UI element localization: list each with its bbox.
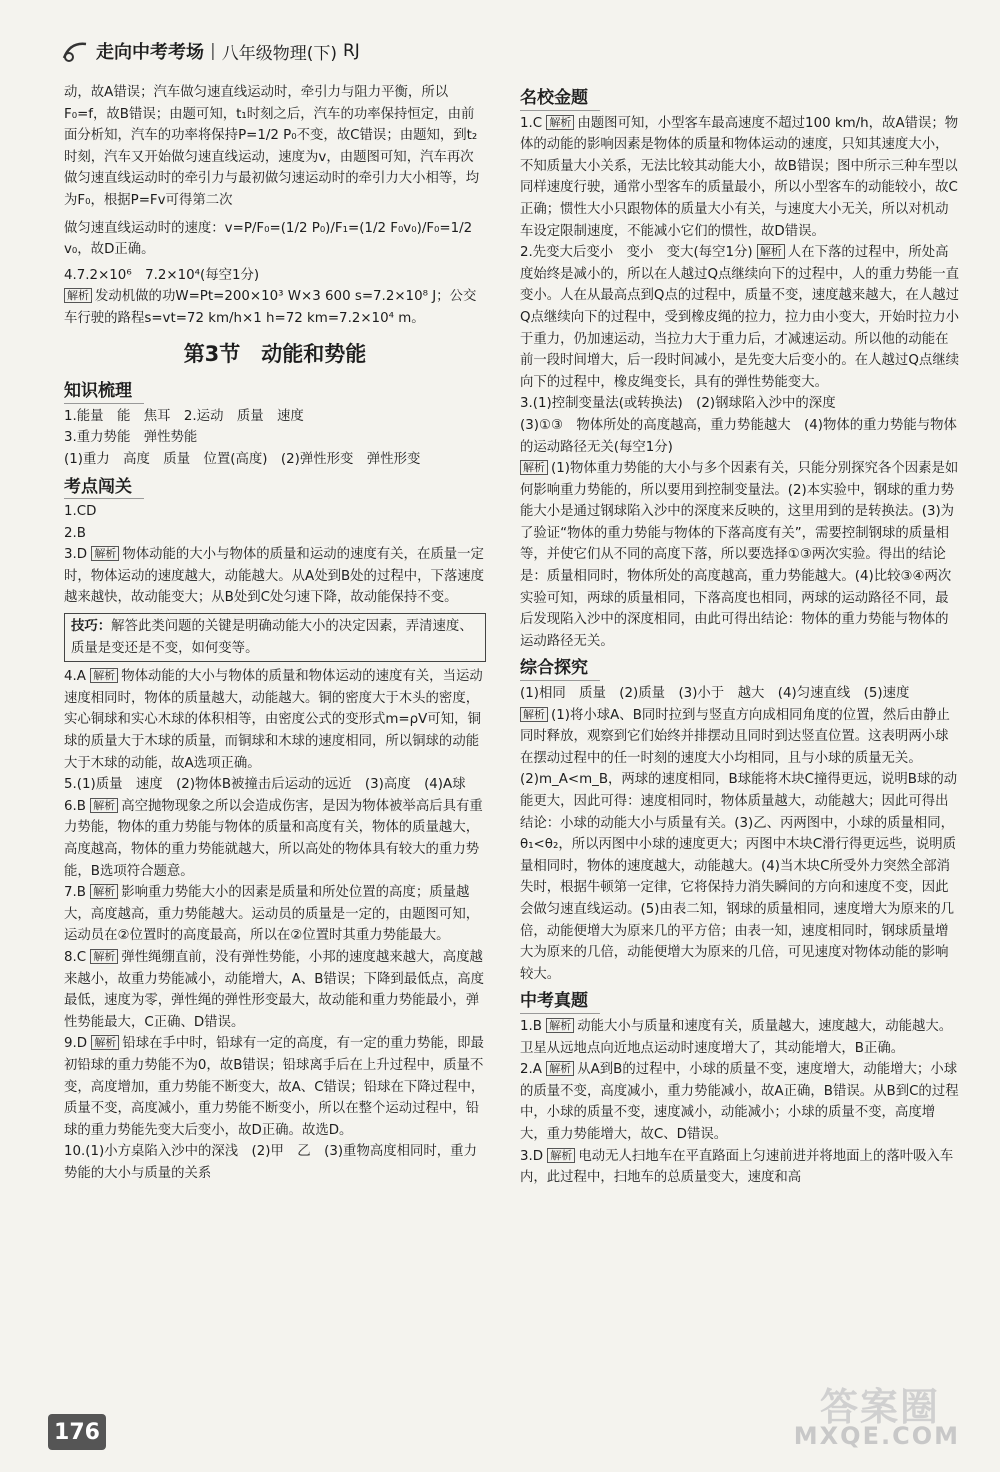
analysis-tag: 解析	[546, 1061, 574, 1076]
answer-m2: 2.先变大后变小 变小 变大(每空1分) 解析 人在下落的过程中，所处高度始终是减小的，所以在人越过Q点继续向下的过程中，人的重力势能一直变小。人在从最高点到Q点的过程中，质量不变，速度越来越大，在人越过Q点继续向下的过程中，受到橡皮绳的拉力，拉力由小变大，开始时拉力小于重力，仍加速运动，当拉力大于重力后，才减速运动。所以他的动能在前一段时间增大，后一段时间减小，是先变大后变小的。在人越过Q点继续向下的过程中，橡皮绳变长，具有的弹性势能变大。	[520, 245, 960, 390]
answer-k8: 8.C 解析 弹性绳绷直前，没有弹性势能，小邦的速度越来越大，高度越来越小，故重力势能减小，动能增大，A、B错误；下降到最低点，高度最低，速度为零，弹性绳的弹性形变最大，故动能和重力势能最小，弹性势能最大，C正确、D错误。	[64, 949, 485, 1030]
answer-c2: 2.A 解析 从A到B的过程中，小球的质量不变，速度增大，动能增大；小球的质量不变，高度减小，重力势能减小，故A正确，B错误。从B到C的过程中，小球的质量不变，速度减小，动能减小；小球的质量不变，高度增大，重力势能增大，故C、D错误。	[520, 1062, 959, 1142]
tip-box: 技巧：解答此类问题的关键是明确动能大小的决定因素，弄清速度、质量是变还是不变，如何变等。	[64, 613, 486, 662]
answer-k6: 6.B 解析 高空抛物现象之所以会造成伤害，是因为物体被举高后具有重力势能，物体的重力势能与物体的质量和高度有关，物体的质量越大，高度越高，物体的重力势能就越大，所以高处的物体具有较大的重力势能，B选项符合题意。	[64, 798, 483, 879]
analysis-tag: 解析	[91, 546, 119, 561]
watermark	[720, 1376, 960, 1450]
answer-k4: 4.A 解析 物体动能的大小与物体的质量和物体运动的速度有关，当运动速度相同时，物体的质量越大，动能越大。铜的密度大于木头的密度，实心铜球和实心木球的体积相等，由密度公式的变形式m=ρV可知，铜球的质量大于木球的质量，而铜球和木球的速度相同，所以铜球的动能大于木球的动能，故A选项正确。	[64, 669, 483, 771]
brand-name: 走向中考考场	[96, 42, 204, 63]
analysis-tag: 解析	[90, 884, 118, 899]
subject-label: 八年级物理(下)	[221, 43, 337, 64]
analysis-tag: 解析	[90, 949, 118, 964]
analysis-tag: 解析	[757, 244, 785, 259]
comprehensive-title: 综合探究	[520, 658, 600, 681]
page-number: 176	[48, 1414, 106, 1450]
answer-z-head: (1)相同 质量 (2)质量 (3)小于 越大 (4)匀速直线 (5)速度	[520, 686, 910, 702]
answer-z: 解析 (1)将小球A、B同时拉到与竖直方向成相同角度的位置，然后由静止同时释放，观察到它们始终并排摆动且同时到达竖直位置。这表明两小球在摆动过程中的任一时刻的速度大小均相同，且与小球的质量无关。(2)m_A<m_B，两球的速度相同，B球能将木块C撞得更远，说明B球的动能更大，因此可得：速度相同时，物体质量越大，动能越大；因此可得出结论：小球的动能大小与质量有关。(3)乙、丙两图中，小球的质量相同，θ₁<θ₂，所以丙图中小球的速度更大；丙图中木块C滑行得更远些，说明质量相同时，物体的速度越大，动能越大。(4)当木块C所受外力突然全部消失时，根据牛顿第一定律，它将保持力消失瞬间的方向和速度不变，因此会做匀速直线运动。(5)由表二知，钢球的质量相同，速度增大为原来的几倍，动能便增大为原来几的平方倍；由表一知，速度相同时，钢球质量增大为原来的几倍，动能便增大为原来的几倍，可见速度对物体动能的影响较大。	[520, 707, 958, 982]
analysis-tag: 解析	[547, 1148, 575, 1163]
edition-label: RJ	[343, 41, 360, 61]
analysis-tag: 解析	[546, 115, 574, 130]
knowledge-item-3: 3.重力势能 弹性势能	[64, 430, 198, 446]
header-separator: |	[210, 41, 216, 61]
analysis-tag: 解析	[520, 460, 548, 475]
answer-c3: 3.D 解析 电动无人扫地车在平直路面上匀速前进并将地面上的落叶吸入车内，此过程中，扫地车的总质量变大，速度和高	[520, 1148, 954, 1186]
analysis-tag: 解析	[91, 1035, 119, 1050]
knowledge-item-1: 1.能量 能 焦耳 2.运动 质量 速度	[64, 408, 304, 424]
knowledge-item-3b: (1)重力 高度 质量 位置(高度) (2)弹性形变 弹性形变	[64, 451, 421, 467]
answer-m1: 1.C 解析 由题图可知，小型客车最高速度不超过100 km/h，故A错误；物体的动能的影响因素是物体的质量和物体运动的速度，只知其速度大小，不知质量大小关系，无法比较其动能大小，故B错误；图中所示三种车型以同样速度行驶，通常小型客车的质量最小，所以小型客车的动能较小，故C正确；惯性大小只跟物体的质量大小有关，与速度大小无关，所以对机动车设定限制速度，不能减小它们的惯性，故D错误。	[520, 115, 959, 239]
carryover-paragraph: 动，故A错误；汽车做匀速直线运动时，牵引力与阻力平衡，所以F₀=f，故B错误；由题可知，t₁时刻之后，汽车的功率保持恒定，由前面分析知，汽车的功率将保持P=1/2 P₀不变，故C错误；由题知，到t₂时刻，汽车又开始做匀速直线运动，速度为v，由题图可知，汽车再次做匀速直线运动时的牵引力与最初做匀速运动时的牵引力大小相等，均为F₀，根据P=Fv可得第二次	[64, 85, 480, 208]
left-column	[64, 82, 486, 1185]
answer-k7: 7.B 解析 影响重力势能大小的因素是质量和所处位置的高度；质量越大，高度越高，重力势能越大。运动员的质量是一定的，由题图可知，运动员在②位置时的高度最高，所以在②位置时其重力势能最大。	[64, 885, 480, 944]
page-header	[60, 34, 360, 68]
exam-points-title: 考点闯关	[64, 477, 144, 500]
famous-school-title: 名校金题	[520, 88, 600, 111]
analysis-tag: 解析	[64, 288, 92, 303]
answer-k3: 3.D 解析 物体动能的大小与物体的质量和运动的速度有关，在质量一定时，物体运动的速度越大，动能越大。从A处到B处的过程中，下落速度越来越快，故动能变大；从B处到C处匀速下降，故动能保持不变。	[64, 547, 485, 606]
watermark-url: MXQE.COM	[793, 1422, 960, 1450]
answer-m3-head2: (3)①③ 物体所处的高度越高，重力势能越大 (4)物体的重力势能与物体的运动路径无关(每空1分)	[520, 417, 957, 455]
answer-c1: 1.B 解析 动能大小与质量和速度有关，质量越大，速度越大，动能越大。卫星从远地点向近地点运动时速度增大了，其动能增大，B正确。	[520, 1018, 953, 1056]
answer-k9: 9.D 解析 铅球在手中时，铅球有一定的高度，有一定的重力势能，即最初铅球的重力势能不为0，故B错误；铅球离手后在上升过程中，质量不变，高度增加，重力势能不断变大，故A、C错误；铅球在下降过程中，质量不变，高度减小，重力势能不断变小，所以在整个运动过程中，铅球的重力势能先变大后变小，故D正确。故选D。	[64, 1036, 485, 1138]
answer-k2: 2.B	[64, 525, 86, 541]
analysis-q4: 解析 发动机做的功W=Pt=200×10³ W×3 600 s=7.2×10⁸ J；公交车行驶的路程s=vt=72 km/h×1 h=72 km=7.2×10⁴ m。	[64, 289, 477, 326]
answer-k5: 5.(1)质量 速度 (2)物体B被撞击后运动的远近 (3)高度 (4)A球	[64, 777, 466, 793]
analysis-tag: 解析	[90, 668, 118, 683]
analysis-tag: 解析	[546, 1018, 574, 1033]
right-column	[520, 82, 960, 1189]
tip-label: 技巧：	[71, 619, 112, 635]
watermark-text: 答案圈	[819, 1385, 940, 1429]
analysis-tag: 解析	[520, 707, 548, 722]
answer-k10: 10.(1)小方桌陷入沙中的深浅 (2)甲 乙 (3)重物高度相同时，重力势能的大小与质量的关系	[64, 1144, 477, 1181]
answer-k1: 1.CD	[64, 504, 97, 520]
answer-q4: 4.7.2×10⁶ 7.2×10⁴(每空1分)	[64, 267, 260, 283]
answer-m3: 解析 (1)物体重力势能的大小与多个因素有关，只能分别探究各个因素是如何影响重力势能的，所以要用到控制变量法。(2)本实验中，钢球的重力势能大小是通过钢球陷入沙中的深度来反映的，这里用到的是转换法。(3)为了验证“物体的重力势能与物体的下落高度有关”，需要控制钢球的质量相等，并使它们从不同的高度下落，所以要选择①③两次实验。得出的结论是：质量相同时，物体所处的高度越高，重力势能越大。(4)比较③④两次实验可知，两球的质量相同，下落高度也相同，两球的运动路径不同，最后发现陷入沙中的深度相同，由此可得出结论：物体的重力势能与物体的运动路径无关。	[520, 461, 959, 649]
answer-m3-head: 3.(1)控制变量法(或转换法) (2)钢球陷入沙中的深度	[520, 396, 836, 412]
section-title: 第3节 动能和势能	[183, 341, 367, 366]
analysis-tag: 解析	[90, 798, 118, 813]
exam-real-title: 中考真题	[520, 991, 600, 1014]
velocity-formula: 做匀速直线运动时的速度：v=P/F₀=(1/2 P₀)/F₁=(1/2 F₀v₀)/F₀=1/2 v₀，故D正确。	[64, 220, 473, 258]
knowledge-review-title: 知识梳理	[64, 381, 144, 404]
brand-logo-icon	[60, 38, 90, 64]
